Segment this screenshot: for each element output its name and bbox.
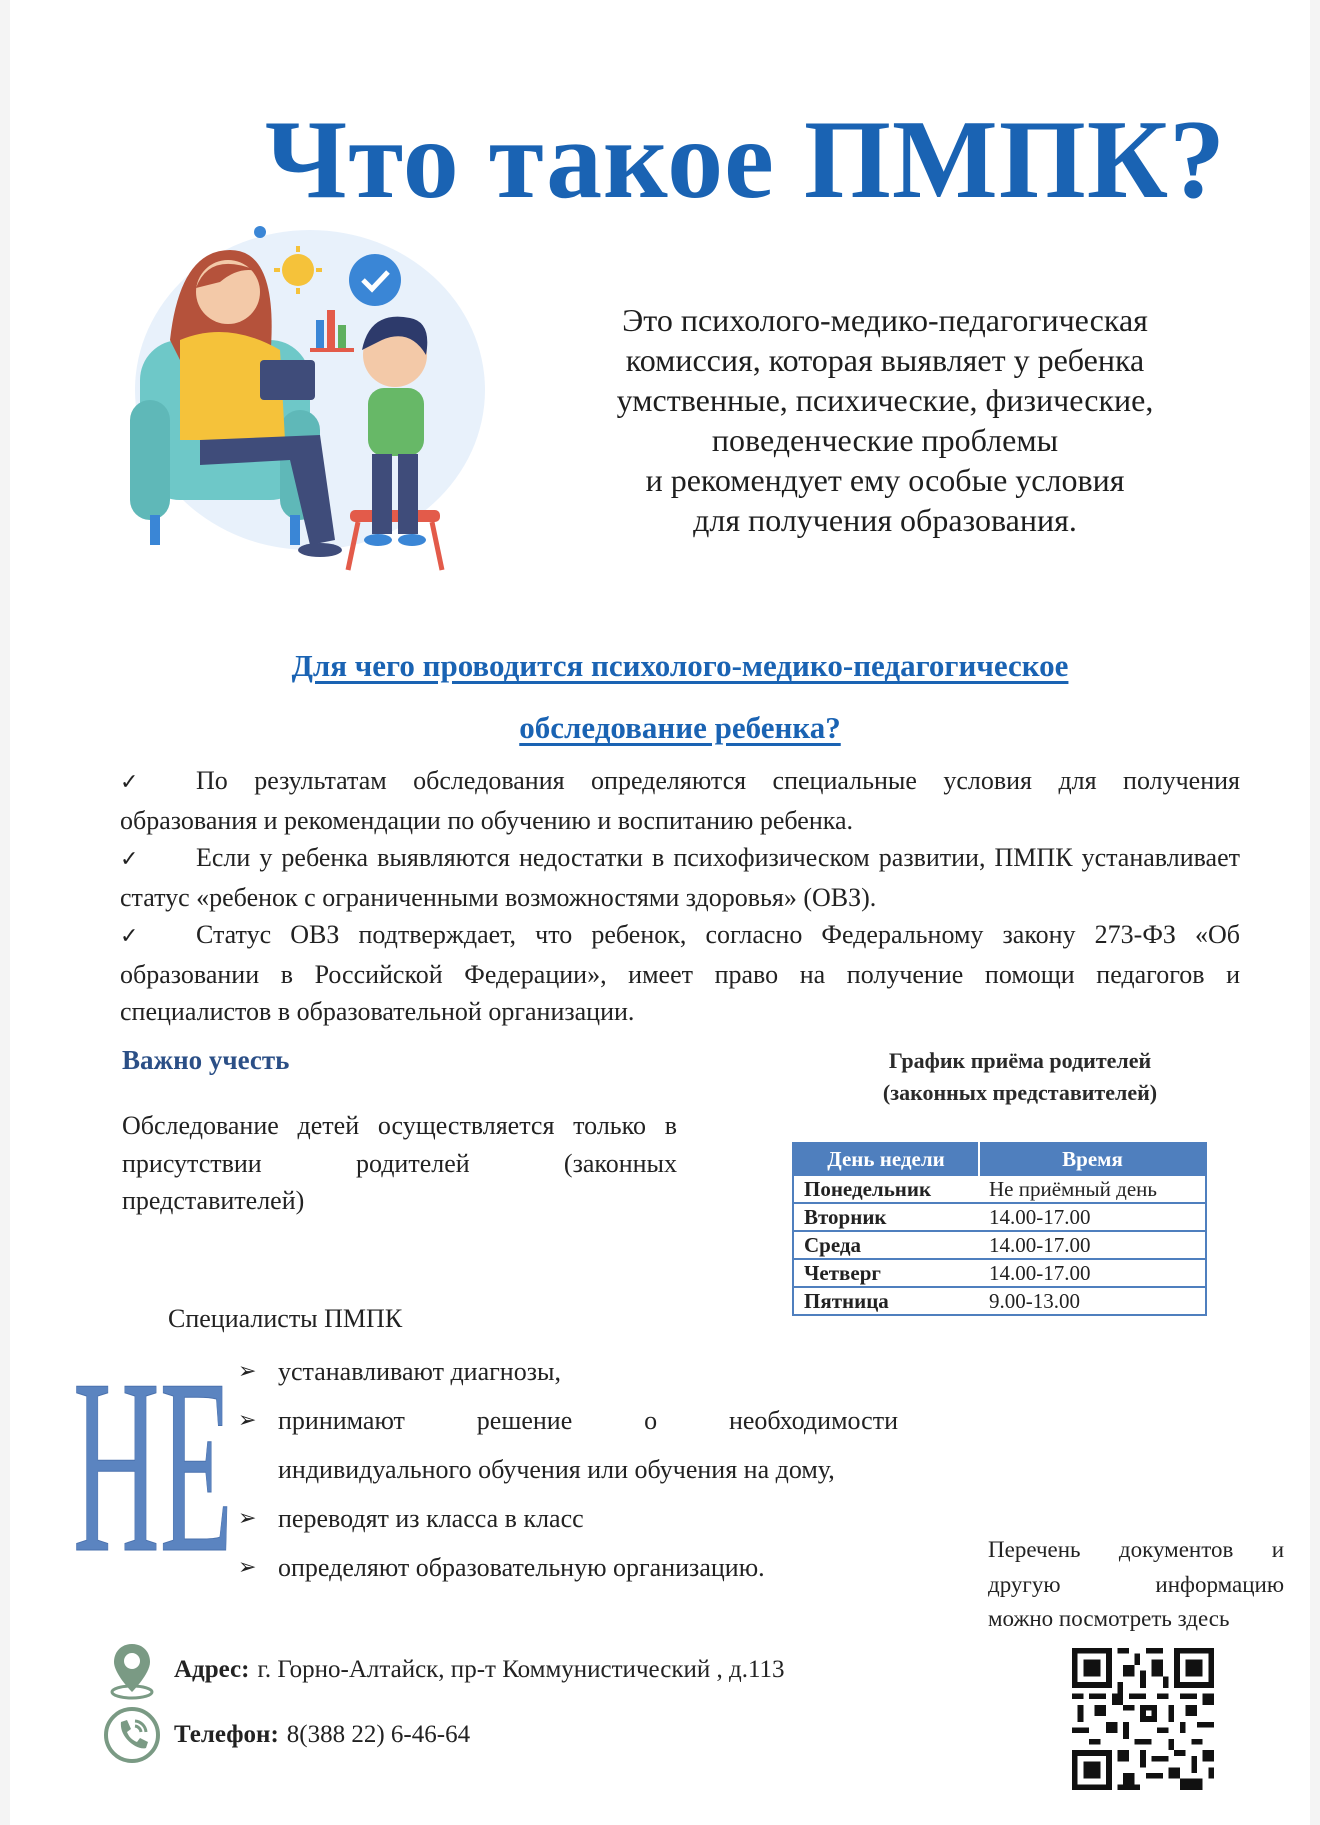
big-not-letters — [68, 1335, 238, 1595]
schedule-row — [793, 1175, 1206, 1203]
schedule-time: 14.00-17.00 — [979, 1259, 1206, 1287]
specialists-not-list — [238, 1347, 898, 1592]
phone-value[interactable]: 8(388 22) 6-46-64 — [286, 1721, 471, 1748]
checkmark-icon: ✓ — [120, 924, 139, 949]
phone-icon — [102, 1705, 162, 1765]
purpose-item — [120, 839, 1240, 916]
schedule-time: 14.00-17.00 — [979, 1203, 1206, 1231]
address-row — [102, 1640, 785, 1700]
schedule-day: Четверг — [793, 1259, 979, 1287]
schedule-row — [793, 1203, 1206, 1231]
schedule-time: 14.00-17.00 — [979, 1231, 1206, 1259]
arrow-bullet-icon: ➢ — [238, 1506, 257, 1531]
purpose-item-text: Статус ОВЗ подтверждает, что ребенок, согласно Федеральному закону 273-ФЗ «Об образовании в Российской Федерации», имеет право на получение помощи педагогов и специалистов в образовательной организации. — [120, 920, 1240, 1026]
poster-page — [10, 0, 1310, 1825]
intro-paragraph — [570, 300, 1200, 540]
schedule-caption-line: (законных представителей) — [882, 1080, 1158, 1105]
schedule-header-day: День недели — [793, 1143, 979, 1175]
not-item-text: принимают решение о необходимости индивидуального обучения или обучения на дому, — [278, 1406, 898, 1484]
arrow-bullet-icon: ➢ — [238, 1359, 257, 1384]
not-item-text: определяют образовательную организацию. — [278, 1553, 765, 1582]
big-not-text: НЕ — [73, 1335, 233, 1595]
documents-note-line: можно посмотреть здесь — [988, 1606, 1230, 1631]
schedule-day: Среда — [793, 1231, 979, 1259]
arrow-bullet-icon: ➢ — [238, 1555, 257, 1580]
intro-line: и рекомендует ему особые условия — [645, 462, 1125, 498]
specialists-label: Специалисты ПМПК — [168, 1304, 403, 1333]
important-heading: Важно учесть — [122, 1045, 290, 1075]
phone-row — [102, 1705, 470, 1765]
purpose-item — [120, 762, 1240, 839]
intro-line: Это психолого-медико-педагогическая — [622, 302, 1148, 338]
illustration-consultation — [120, 210, 490, 580]
purpose-heading-line: обследование ребенка? — [519, 710, 841, 745]
schedule-row — [793, 1231, 1206, 1259]
intro-line: поведенческие проблемы — [711, 422, 1059, 458]
purpose-heading-line: Для чего проводится психолого-медико-педагогическое — [291, 648, 1069, 683]
not-item — [238, 1494, 898, 1543]
not-item — [238, 1543, 898, 1592]
page-title: Что такое ПМПК? — [265, 98, 1227, 222]
location-pin-icon — [102, 1640, 162, 1700]
schedule-header-time: Время — [979, 1143, 1206, 1175]
purpose-item — [120, 916, 1240, 1031]
schedule-time: Не приёмный день — [979, 1175, 1206, 1203]
schedule-time: 9.00-13.00 — [979, 1287, 1206, 1315]
intro-line: умственные, психические, физические, — [616, 382, 1154, 418]
documents-note — [988, 1533, 1284, 1637]
purpose-list — [120, 762, 1240, 1031]
schedule-day: Понедельник — [793, 1175, 979, 1203]
documents-note-line: Перечень документов и — [988, 1537, 1284, 1562]
intro-line: для получения образования. — [693, 502, 1077, 538]
qr-code[interactable] — [1072, 1648, 1214, 1790]
schedule-row — [793, 1287, 1206, 1315]
intro-line: комиссия, которая выявляет у ребенка — [625, 342, 1145, 378]
schedule-row — [793, 1259, 1206, 1287]
arrow-bullet-icon: ➢ — [238, 1408, 257, 1433]
important-text: Обследование детей осуществляется только в присутствии родителей (законных представителей) — [122, 1111, 677, 1215]
schedule-header-row — [793, 1143, 1206, 1175]
purpose-item-text: Если у ребенка выявляются недостатки в психофизическом развитии, ПМПК устанавливает статус «ребенок с ограниченными возможностями здоровья» (ОВЗ). — [120, 843, 1240, 912]
schedule-caption — [810, 1045, 1230, 1109]
not-item — [238, 1396, 898, 1494]
phone-label: Телефон: — [174, 1721, 279, 1748]
schedule-caption-line: График приёма родителей — [888, 1048, 1152, 1073]
documents-note-line: другую информацию — [988, 1571, 1284, 1597]
address-value: г. Горно-Алтайск, пр-т Коммунистический , д.113 — [257, 1656, 785, 1683]
not-item — [238, 1347, 898, 1396]
checkmark-icon: ✓ — [120, 770, 139, 795]
purpose-item-text: По результатам обследования определяются специальные условия для получения образования и рекомендации по обучению и воспитанию ребенка. — [120, 766, 1240, 835]
checkmark-icon: ✓ — [120, 847, 139, 872]
not-item-text: устанавливают диагнозы, — [278, 1357, 561, 1386]
not-item-text: переводят из класса в класс — [278, 1504, 584, 1533]
address-label: Адрес: — [174, 1656, 250, 1683]
schedule-table — [792, 1142, 1207, 1316]
purpose-heading — [200, 635, 1160, 759]
schedule-day: Пятница — [793, 1287, 979, 1315]
schedule-day: Вторник — [793, 1203, 979, 1231]
